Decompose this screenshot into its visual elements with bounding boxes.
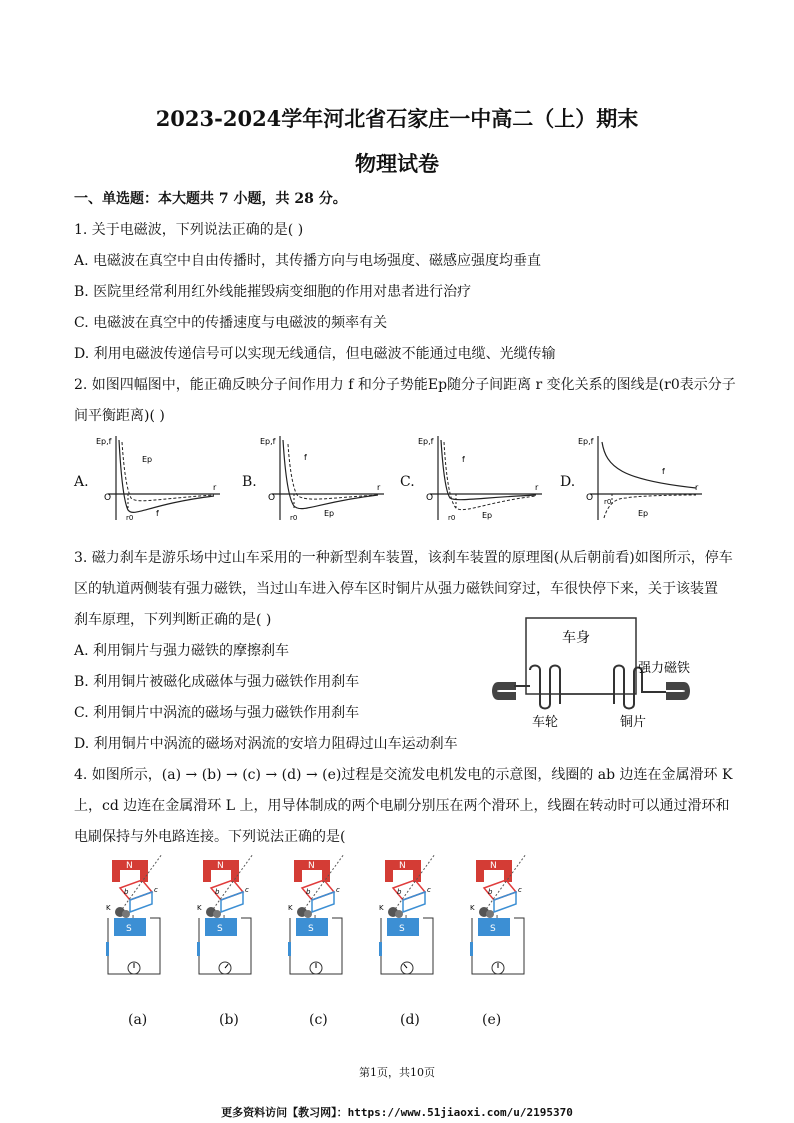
svg-text:r: r: [213, 483, 217, 492]
label-k: K: [288, 904, 293, 912]
north-label: N: [490, 861, 497, 871]
q3-stem-line2: 区的轨道两侧装有强力磁铁，当过山车进入停车区时铜片从强力磁铁间穿过，车很快停下来，关于该装置: [74, 581, 718, 597]
generator-panels: [100, 852, 560, 984]
q3-option-d: D. 利用铜片中涡流的磁场对涡流的安培力阻碍过山车运动刹车: [74, 736, 458, 752]
svg-text:r: r: [695, 483, 699, 492]
q3-option-c: C. 利用铜片中涡流的磁场与强力磁铁作用刹车: [74, 705, 360, 721]
q3-brake-figure: [490, 612, 710, 730]
coil-blue: [130, 892, 152, 912]
south-label: S: [126, 924, 132, 934]
svg-text:Ep,f: Ep,f: [96, 437, 112, 446]
brush: [197, 942, 200, 956]
brush: [379, 942, 382, 956]
coil-blue: [494, 892, 516, 912]
q2-graph-c: [416, 432, 546, 524]
q2-option-b-letter: B.: [242, 474, 257, 490]
wheel-label: 车轮: [532, 715, 559, 730]
svg-text:Ep: Ep: [142, 455, 153, 464]
q1-option-a: A. 电磁波在真空中自由传播时，其传播方向与电场强度、磁感应强度均垂直: [74, 253, 542, 269]
copper-label: 铜片: [620, 715, 647, 730]
south-label: S: [217, 924, 223, 934]
svg-text:r0: r0: [126, 514, 134, 522]
svg-text:f: f: [156, 509, 159, 518]
q2-graph-a: [94, 432, 224, 524]
panel-label-a: (a): [128, 1012, 148, 1028]
q1-option-c: C. 电磁波在真空中的传播速度与电磁波的频率有关: [74, 315, 388, 331]
paper-title: 2023-2024学年河北省石家庄一中高二（上）期末: [155, 106, 639, 131]
resource-link[interactable]: 更多资料访问【教习网】：https://www.51jiaoxi.com/u/2195370: [221, 1106, 573, 1119]
generator-panel: [197, 854, 253, 974]
coil-blue: [221, 892, 243, 912]
q4-stem-line3: 电刷保持与外电路连接。下列说法正确的是(: [74, 829, 346, 845]
label-k: K: [379, 904, 384, 912]
panel-label-e: (e): [482, 1012, 502, 1028]
q2-graph-b: [258, 432, 388, 524]
q2-stem-line1: 2. 如图四幅图中，能正确反映分子间作用力 f 和分子势能Ep随分子间距离 r 变化关系的图线是(r0表示分子: [74, 377, 736, 393]
right-magnet: [666, 682, 690, 700]
svg-text:r: r: [377, 483, 381, 492]
north-label: N: [126, 861, 133, 871]
svg-text:Ep: Ep: [324, 509, 335, 518]
q1-option-d: D. 利用电磁波传递信号可以实现无线通信，但电磁波不能通过电缆、光缆传输: [74, 346, 556, 362]
car-body-label: 车身: [562, 630, 590, 646]
label-b: b: [215, 888, 220, 896]
brush: [106, 942, 109, 956]
q2-stem-line2: 间平衡距离)( ): [74, 408, 165, 424]
q2-option-a-letter: A.: [74, 474, 89, 490]
label-b: b: [488, 888, 493, 896]
label-k: K: [106, 904, 111, 912]
q4-stem-line1: 4. 如图所示，(a) → (b) → (c) → (d) → (e)过程是交流发电机发电的示意图，线圈的 ab 边连在金属滑环 K: [74, 767, 733, 783]
south-label: S: [399, 924, 405, 934]
q3-stem-line3: 刹车原理，下列判断正确的是( ): [74, 612, 272, 628]
label-c: c: [154, 886, 158, 894]
left-magnet: [492, 682, 516, 700]
svg-text:O: O: [586, 493, 594, 503]
panel-label-d: (d): [400, 1012, 420, 1028]
brush: [470, 942, 473, 956]
label-b: b: [397, 888, 402, 896]
label-c: c: [336, 886, 340, 894]
label-c: c: [518, 886, 522, 894]
q3-option-a: A. 利用铜片与强力磁铁的摩擦刹车: [74, 643, 290, 659]
slip-ring-l: [486, 910, 494, 918]
q2-option-c-letter: C.: [400, 474, 415, 490]
generator-panel: [470, 854, 526, 974]
generator-panel: [288, 854, 344, 974]
q4-stem-line2: 上，cd 边连在金属滑环 L 上，用导体制成的两个电刷分别压在两个滑环上，线圈在转动时可以通过滑环和: [74, 798, 730, 814]
south-label: S: [308, 924, 314, 934]
svg-text:O: O: [104, 493, 112, 503]
label-c: c: [245, 886, 249, 894]
paper-subtitle: 物理试卷: [355, 151, 439, 176]
svg-text:r0: r0: [604, 498, 612, 506]
svg-text:Ep: Ep: [482, 511, 493, 520]
magnet-label: 强力磁铁: [638, 661, 691, 676]
svg-text:O: O: [268, 493, 276, 503]
label-k: K: [470, 904, 475, 912]
slip-ring-l: [304, 910, 312, 918]
q2-option-d-letter: D.: [560, 474, 576, 490]
section-heading: 一、单选题：本大题共 7 小题，共 28 分。: [74, 191, 347, 207]
svg-text:r: r: [535, 483, 539, 492]
north-label: N: [308, 861, 315, 871]
label-k: K: [197, 904, 202, 912]
panel-label-c: (c): [309, 1012, 328, 1028]
brush: [288, 942, 291, 956]
svg-text:f: f: [304, 453, 307, 462]
svg-text:Ep,f: Ep,f: [418, 437, 434, 446]
label-b: b: [124, 888, 129, 896]
q2-graph-d: [576, 432, 706, 524]
q1-stem: 1. 关于电磁波，下列说法正确的是( ): [74, 222, 304, 238]
coil-blue: [403, 892, 425, 912]
slip-ring-l: [213, 910, 221, 918]
slip-ring-l: [395, 910, 403, 918]
coil-blue: [312, 892, 334, 912]
label-c: c: [427, 886, 431, 894]
q3-option-b: B. 利用铜片被磁化成磁体与强力磁铁作用刹车: [74, 674, 360, 690]
q3-stem-line1: 3. 磁力刹车是游乐场中过山车采用的一种新型刹车装置，该刹车装置的原理图(从后朝前看)如图所示，停车: [74, 550, 733, 566]
slip-ring-l: [122, 910, 130, 918]
svg-text:r0: r0: [290, 514, 298, 522]
q4-generator-figure: [100, 852, 560, 984]
north-label: N: [217, 861, 224, 871]
generator-panel: [379, 854, 435, 974]
label-b: b: [306, 888, 311, 896]
page-footer: 第1页，共10页: [359, 1066, 435, 1079]
svg-text:r0: r0: [448, 514, 456, 522]
svg-text:Ep,f: Ep,f: [578, 437, 594, 446]
south-label: S: [490, 924, 496, 934]
q1-option-b: B. 医院里经常利用红外线能摧毁病变细胞的作用对患者进行治疗: [74, 284, 472, 300]
panel-label-b: (b): [219, 1012, 239, 1028]
svg-text:f: f: [662, 467, 665, 476]
svg-text:Ep: Ep: [638, 509, 649, 518]
north-label: N: [399, 861, 406, 871]
svg-text:f: f: [462, 455, 465, 464]
svg-text:O: O: [426, 493, 434, 503]
generator-panel: [106, 854, 162, 974]
svg-text:Ep,f: Ep,f: [260, 437, 276, 446]
